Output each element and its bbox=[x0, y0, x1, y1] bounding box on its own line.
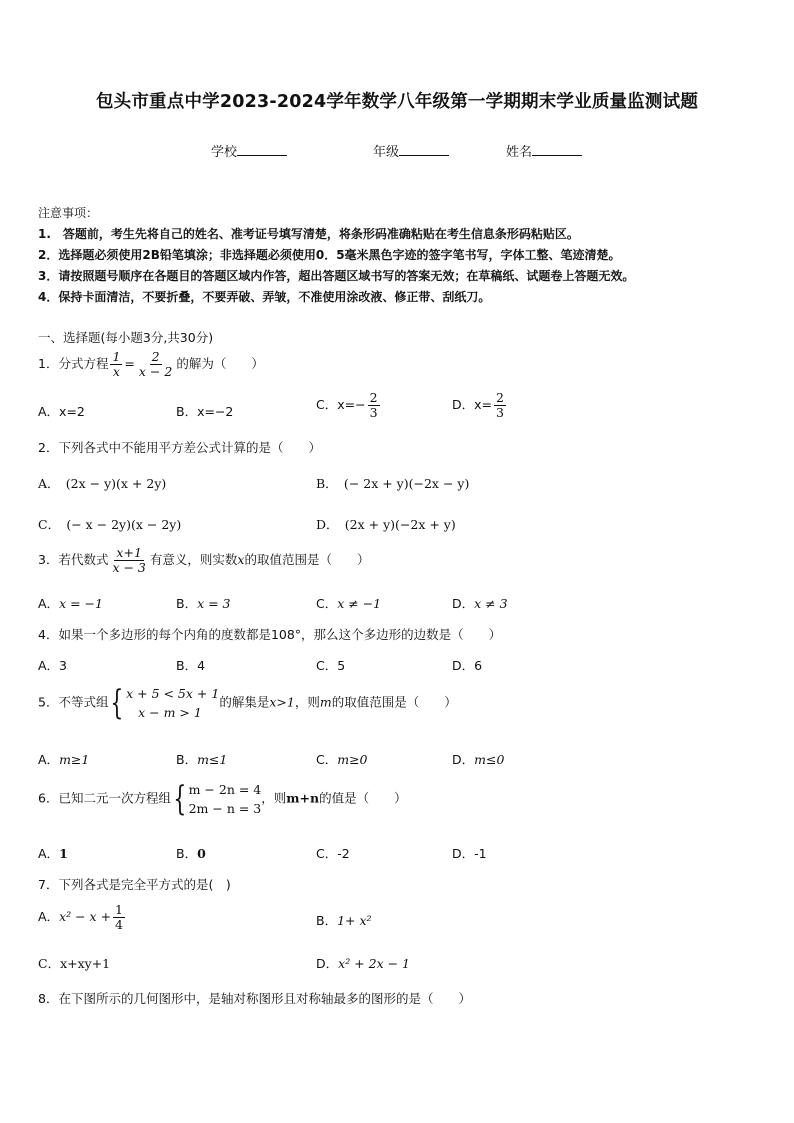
option-d[interactable]: D．m≤0 bbox=[452, 752, 505, 767]
q1-number: 1．分式方程 bbox=[38, 356, 109, 371]
option-a[interactable]: A．1 bbox=[38, 846, 68, 861]
question-1: 1．分式方程 $\frac{1}{x}$ = $\frac{2}{x - 2}$ 的解为（ ） bbox=[38, 349, 264, 379]
option-b[interactable]: B．4 bbox=[176, 658, 206, 673]
question-8: 8．在下图所示的几何图形中，是轴对称图形且对称轴最多的图形的是（ ） bbox=[38, 991, 471, 1006]
fraction: $\frac{x+1}{x - 3}$ bbox=[112, 545, 146, 575]
option-b[interactable]: B．x = 3 bbox=[176, 596, 231, 611]
name-label: 姓名 bbox=[506, 145, 533, 160]
question-3: 3．若代数式 $\frac{x+1}{x - 3}$ 有意义，则实数x的取值范围是（ ） bbox=[38, 545, 370, 575]
note-item: 4．保持卡面清洁，不要折叠，不要弄破、弄皱，不准使用涂改液、修正带、刮纸刀。 bbox=[38, 290, 491, 304]
school-blank[interactable] bbox=[237, 143, 287, 156]
option-d[interactable]: D． (2x + y)(−2x + y) bbox=[316, 517, 456, 532]
option-b[interactable]: B．m≤1 bbox=[176, 752, 228, 767]
option-c[interactable]: C．m≥0 bbox=[316, 752, 368, 767]
option-d[interactable]: D．x ≠ 3 bbox=[452, 596, 508, 611]
option-d[interactable]: D．-1 bbox=[452, 846, 487, 861]
option-a[interactable]: A．x = −1 bbox=[38, 596, 103, 611]
option-a[interactable]: A．x=2 bbox=[38, 404, 85, 419]
fraction: $\frac{2}{x - 2}$ bbox=[138, 349, 173, 379]
note-item: 2．选择题必须使用2B铅笔填涂；非选择题必须使用0．5毫米黑色字迹的签字笔书写，字体工整、笔迹清楚。 bbox=[38, 248, 621, 262]
option-c[interactable]: C．x+xy+1 bbox=[38, 956, 111, 971]
option-c[interactable]: C．-2 bbox=[316, 846, 350, 861]
notes-heading: 注意事项： bbox=[38, 206, 99, 220]
question-5: 5．不等式组{ x + 5 < 5x + 1 x − m > 1 的解集是x>1，则m的取值范围是（ ） bbox=[38, 683, 457, 723]
school-field[interactable] bbox=[211, 141, 287, 160]
option-b[interactable]: B． (− 2x + y)(−2x − y) bbox=[316, 476, 470, 491]
page-title: 包头市重点中学2023-2024学年数学八年级第一学期期末学业质量监测试题 bbox=[95, 92, 699, 112]
option-a[interactable]: A．m≥1 bbox=[38, 752, 90, 767]
option-c[interactable]: C．5 bbox=[316, 658, 346, 673]
inequality-system: x + 5 < 5x + 1 x − m > 1 bbox=[126, 686, 220, 720]
name-field[interactable] bbox=[506, 141, 582, 160]
fraction: $\frac{1}{x}$ bbox=[112, 349, 121, 379]
option-a[interactable]: A． (2x − y)(x + 2y) bbox=[38, 476, 167, 491]
option-d[interactable]: D．x² + 2x − 1 bbox=[316, 956, 410, 971]
question-4: 4．如果一个多边形的每个内角的度数都是108°，那么这个多边形的边数是（ ） bbox=[38, 627, 502, 642]
question-2: 2．下列各式中不能用平方差公式计算的是（ ） bbox=[38, 440, 321, 455]
option-d[interactable]: D．x= $\frac{2}{3}$ bbox=[452, 390, 504, 420]
note-item: 1. 答题前，考生先将自己的姓名、准考证号填写清楚，将条形码准确粘贴在考生信息条形码粘贴区。 bbox=[38, 227, 579, 241]
question-6: 6．已知二元一次方程组{ m − 2n = 4 2m − n = 3 ，则m+n的值是（ ） bbox=[38, 779, 407, 819]
note-item: 3．请按照题号顺序在各题目的答题区域内作答，超出答题区域书写的答案无效；在草稿纸、试题卷上答题无效。 bbox=[38, 269, 635, 283]
section-heading: 一、选择题(每小题3分,共30分) bbox=[38, 330, 214, 345]
option-a[interactable]: A．x² − x + $\frac{1}{4}$ bbox=[38, 902, 123, 932]
option-b[interactable]: B．1+ x² bbox=[316, 913, 372, 928]
option-c[interactable]: C． (− x − 2y)(x − 2y) bbox=[38, 517, 182, 532]
name-blank[interactable] bbox=[532, 143, 582, 156]
grade-label: 年级 bbox=[373, 145, 400, 160]
option-b[interactable]: B．x=−2 bbox=[176, 404, 234, 419]
option-d[interactable]: D．6 bbox=[452, 658, 483, 673]
option-a[interactable]: A．3 bbox=[38, 658, 68, 673]
school-label: 学校 bbox=[211, 145, 238, 160]
equation-system: m − 2n = 4 2m − n = 3 bbox=[188, 782, 262, 816]
grade-field[interactable] bbox=[373, 141, 449, 160]
option-c[interactable]: C．x=− $\frac{2}{3}$ bbox=[316, 390, 378, 420]
grade-blank[interactable] bbox=[399, 143, 449, 156]
option-c[interactable]: C．x ≠ −1 bbox=[316, 596, 382, 611]
option-b[interactable]: B．0 bbox=[176, 846, 206, 861]
question-7: 7．下列各式是完全平方式的是( ) bbox=[38, 877, 231, 892]
